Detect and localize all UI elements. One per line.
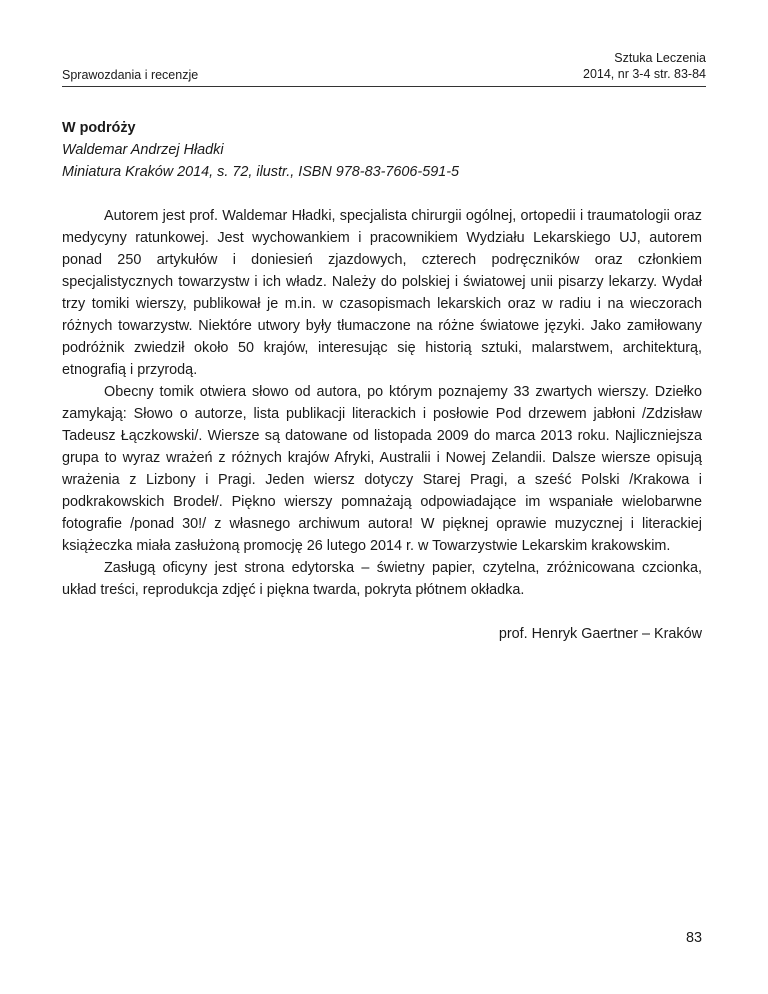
journal-name: Sztuka Leczenia xyxy=(614,51,706,65)
journal-info xyxy=(583,50,706,82)
article-title: W podróży xyxy=(62,120,136,136)
page-header xyxy=(62,48,706,87)
section-label: Sprawozdania i recenzje xyxy=(62,68,199,82)
paragraph: Autorem jest prof. Waldemar Hładki, specjalista chirurgii ogólnej, ortopedii i traumatologii oraz medycyny ratunkowej. Jest wychowankiem i pracownikiem Wydziału Lekarskiego UJ, autorem ponad 250 artykułów i doniesień zjazdowych, czterech podręczników oraz członkiem specjalistycznych towarzystw i ich władz. Należy do polskiej i światowej unii pisarzy lekarzy. Wydał trzy tomiki wierszy, publikował je m.in. w czasopismach lekarskich oraz w radiu i na wieczorach różnych towarzystw. Niektóre utwory były tłumaczone na różne światowe języki. Jako zamiłowany podróżnik zwiedził około 50 krajów, interesując się historią sztuki, malarstwem, architekturą, etnografią i przyrodą. xyxy=(62,208,702,378)
article-author: Waldemar Andrzej Hładki xyxy=(62,142,224,158)
page-number: 83 xyxy=(685,930,702,946)
article-body xyxy=(62,205,702,601)
journal-issue: 2014, nr 3-4 str. 83-84 xyxy=(583,67,706,81)
review-signature: prof. Henryk Gaertner – Kraków xyxy=(498,626,702,642)
paragraph: Zasługą oficyny jest strona edytorska – świetny papier, czytelna, zróżnicowana czcionka, układ treści, reprodukcja zdjęć i piękna twarda, pokryta płótnem okładka. xyxy=(62,560,702,598)
article xyxy=(62,117,702,645)
article-publication: Miniatura Kraków 2014, s. 72, ilustr., ISBN 978-83-7606-591-5 xyxy=(62,164,460,180)
paragraph: Obecny tomik otwiera słowo od autora, po którym poznajemy 33 zwartych wierszy. Dziełko zamykają: Słowo o autorze, lista publikacji literackich i posłowie Pod drzewem jabłoni /Zdzisław Tadeusz Łączkowski/. Wiersze są datowane od listopada 2009 do marca 2013 roku. Najliczniejsza grupa to wyraz wrażeń z różnych krajów Afryki, Australii i Nowej Zelandii. Dalsze wiersze opisują wrażenia z Lizbony i Pragi. Jeden wiersz dotyczy Starej Pragi, a sześć Polski /Krakowa i podkrakowskich Brodeł/. Piękno wierszy pomnażają odpowiadające im wspaniałe wielobarwne fotografie /ponad 30!/ z własnego archiwum autora! W pięknej oprawie muzycznej i literackiej książeczka miała zasłużoną promocję 26 lutego 2014 r. w Towarzystwie Lekarskim krakowskim. xyxy=(62,384,702,554)
